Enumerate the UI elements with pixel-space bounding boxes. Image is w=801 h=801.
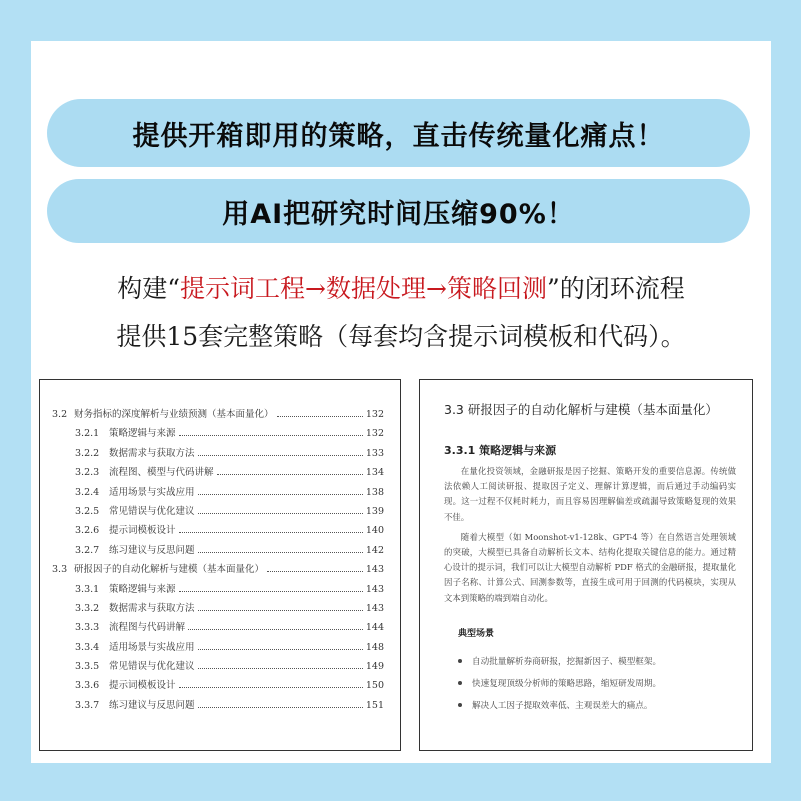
workflow-suffix: ”的闭环流程 — [546, 274, 685, 303]
toc-leader — [198, 455, 363, 456]
toc-page-number: 151 — [365, 699, 384, 711]
toc-page-number: 134 — [365, 467, 384, 479]
toc-row — [52, 561, 384, 580]
toc-number: 3.2.6 — [75, 525, 100, 537]
paragraph: 随着大模型（如 Moonshot-v1-128k、GPT-4 等）在自然语言处理领域的突破，大模型已具备自动解析长文本、结构化提取关键信息的能力。通过精心设计的提示词，我们可以让大模型自动解析 PDF 格式的金融研报，提取量化因子名称、计算公式、回测参数等，直接生成可用于回测的代码模块，实现从文本到策略的端到端自动化。 — [444, 531, 736, 603]
toc-title: 研报因子的自动化解析与建模（基本面量化） — [74, 564, 265, 576]
toc-row — [52, 581, 384, 600]
subheadline-banner — [47, 179, 750, 243]
toc-page-number: 139 — [365, 505, 384, 517]
toc-leader — [198, 513, 363, 514]
toc-number: 3.3.6 — [75, 680, 100, 692]
headline-banner — [47, 99, 750, 167]
toc-number: 3.2.7 — [75, 544, 100, 556]
toc-page-number: 140 — [365, 525, 384, 537]
list-item — [458, 650, 738, 672]
subheadline-text: 用AI把研究时间压缩90%！ — [222, 198, 575, 230]
toc-leader — [188, 629, 363, 630]
bullet-icon — [458, 703, 462, 707]
strategy-count-line: 提供15套完整策略（每套均含提示词模板和代码）。 — [116, 322, 686, 351]
bullet-icon — [458, 659, 462, 663]
toc-number: 3.2.5 — [75, 505, 100, 517]
toc-number: 3.2.2 — [75, 447, 100, 459]
promo-card — [31, 41, 771, 763]
workflow-highlight: 提示词工程→数据处理→策略回测 — [180, 274, 547, 303]
toc-page-number: 143 — [365, 602, 384, 614]
list-item-text: 解决人工因子提取效率低、主观误差大的痛点。 — [472, 701, 653, 711]
toc-row — [52, 464, 384, 483]
list-item — [458, 694, 738, 716]
toc-leader — [217, 474, 363, 475]
toc-title: 策略逻辑与来源 — [109, 428, 176, 440]
toc-row — [52, 425, 384, 444]
section-title: 3.3 研报因子的自动化解析与建模（基本面量化） — [444, 402, 718, 417]
toc-leader — [198, 494, 363, 495]
toc-title: 流程图、模型与代码讲解 — [109, 467, 214, 479]
headline-text: 提供开箱即用的策略，直击传统量化痛点！ — [132, 120, 665, 152]
toc-title: 常见错误与优化建议 — [109, 661, 195, 673]
workflow-prefix: 构建“ — [117, 274, 181, 303]
subsection-title: 3.3.1 策略逻辑与来源 — [444, 444, 557, 457]
toc-page-number: 142 — [365, 544, 384, 556]
toc-row — [52, 406, 384, 425]
toc-number: 3.2.4 — [75, 486, 100, 498]
toc-row — [52, 658, 384, 677]
toc-number: 3.2.1 — [75, 428, 100, 440]
toc-number: 3.3.5 — [75, 661, 100, 673]
toc-page-number: 144 — [365, 622, 384, 634]
toc-title: 练习建议与反思问题 — [109, 699, 195, 711]
toc-title: 练习建议与反思问题 — [109, 544, 195, 556]
toc-title: 提示词模板设计 — [109, 525, 176, 537]
table-of-contents — [52, 406, 384, 716]
toc-title: 流程图与代码讲解 — [109, 622, 186, 634]
list-item-text: 自动批量解析券商研报，挖掘新因子、模型框架。 — [472, 657, 662, 667]
toc-page-number: 138 — [365, 486, 384, 498]
toc-page-number: 143 — [365, 564, 384, 576]
toc-row — [52, 639, 384, 658]
toc-row — [52, 503, 384, 522]
toc-row — [52, 484, 384, 503]
toc-row — [52, 445, 384, 464]
toc-leader — [198, 707, 363, 708]
content-page — [419, 379, 753, 751]
paragraph: 在量化投资领域，金融研报是因子挖掘、策略开发的重要信息源。传统做法依赖人工阅读研报、提取因子定义、理解计算逻辑，而后通过手动编码实现。这一过程不仅耗时耗力，而且容易因理解偏差或疏漏导致策略复现的效果不佳。 — [444, 466, 736, 522]
toc-page-number: 150 — [365, 680, 384, 692]
toc-title: 提示词模板设计 — [109, 680, 176, 692]
toc-number: 3.2.3 — [75, 467, 100, 479]
bullet-icon — [458, 681, 462, 685]
toc-number: 3.3 — [52, 564, 68, 576]
scenario-list — [458, 650, 738, 716]
toc-page-number: 149 — [365, 661, 384, 673]
list-item-text: 快速复现顶级分析师的策略思路，缩短研发周期。 — [472, 679, 662, 689]
toc-leader — [179, 687, 363, 688]
toc-page-number: 133 — [365, 447, 384, 459]
toc-title: 数据需求与获取方法 — [109, 602, 195, 614]
toc-row — [52, 542, 384, 561]
list-item — [458, 672, 738, 694]
list-title: 典型场景 — [458, 629, 495, 639]
toc-title: 常见错误与优化建议 — [109, 505, 195, 517]
toc-page-number: 132 — [365, 409, 384, 420]
toc-leader — [179, 591, 363, 592]
toc-row — [52, 522, 384, 541]
workflow-line — [31, 269, 771, 305]
toc-page-number: 148 — [365, 641, 384, 653]
toc-number: 3.3.2 — [75, 602, 100, 614]
toc-row — [52, 600, 384, 619]
toc-title: 财务指标的深度解析与业绩预测（基本面量化） — [74, 409, 274, 420]
toc-number: 3.3.1 — [75, 583, 100, 595]
toc-page-number: 132 — [365, 428, 384, 440]
body-text — [444, 464, 736, 611]
toc-leader — [277, 416, 363, 417]
toc-title: 数据需求与获取方法 — [109, 447, 195, 459]
toc-row — [52, 619, 384, 638]
toc-leader — [267, 571, 363, 572]
toc-title: 适用场景与实战应用 — [109, 641, 195, 653]
toc-row — [52, 697, 384, 716]
toc-number: 3.3.7 — [75, 699, 100, 711]
toc-row — [52, 677, 384, 696]
toc-number: 3.3.3 — [75, 622, 100, 634]
toc-leader — [198, 668, 363, 669]
toc-title: 适用场景与实战应用 — [109, 486, 195, 498]
toc-number: 3.3.4 — [75, 641, 100, 653]
toc-page-number: 143 — [365, 583, 384, 595]
toc-leader — [198, 552, 363, 553]
toc-number: 3.2 — [52, 409, 68, 420]
toc-title: 策略逻辑与来源 — [109, 583, 176, 595]
toc-leader — [198, 610, 363, 611]
toc-leader — [198, 649, 363, 650]
toc-leader — [179, 532, 363, 533]
toc-leader — [179, 435, 363, 436]
toc-page — [39, 379, 401, 751]
